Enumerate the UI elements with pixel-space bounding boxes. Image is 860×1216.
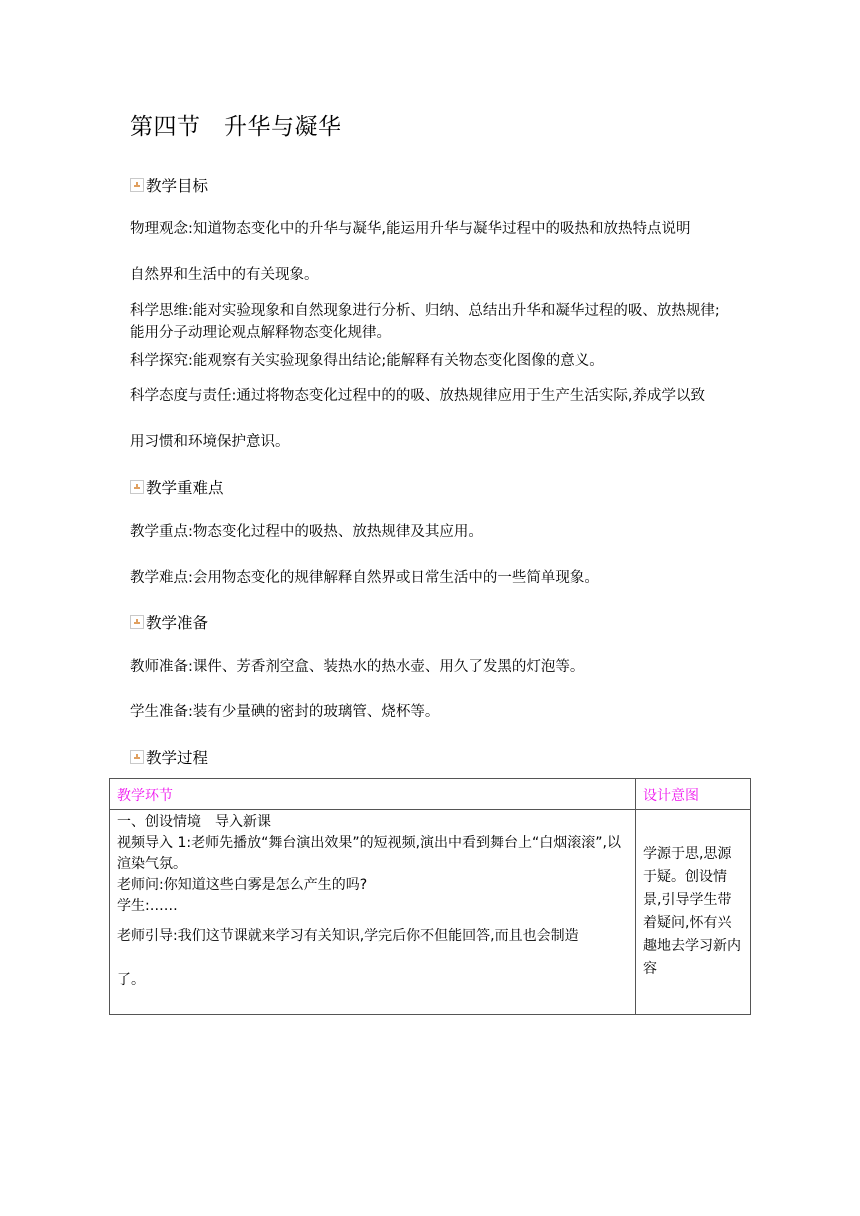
image-placeholder-icon	[130, 750, 144, 764]
step-question: 老师问:你知道这些白雾是怎么产生的吗?	[117, 877, 368, 893]
step-student: 学生:……	[117, 898, 178, 914]
section-label: 教学目标	[146, 177, 209, 195]
step-guide-line2: 了。	[117, 972, 145, 988]
step-heading: 一、创设情境 导入新课	[117, 814, 271, 830]
section-label: 教学重难点	[146, 479, 224, 497]
section-heading-process	[130, 746, 208, 768]
key-point: 教学重点:物态变化过程中的吸热、放热规律及其应用。	[130, 524, 483, 540]
header-step: 教学环节	[110, 779, 636, 810]
section-heading-goals	[130, 174, 208, 196]
goal-physics-line2: 自然界和生活中的有关现象。	[130, 267, 319, 283]
section-label: 教学准备	[146, 614, 209, 632]
page-title: 第四节 升华与凝华	[130, 114, 342, 140]
image-placeholder-icon	[130, 615, 144, 629]
goal-attitude-line1: 科学态度与责任:通过将物态变化过程中的的吸、放热规律应用于生产生活实际,养成学以致	[130, 388, 705, 404]
teacher-prep: 教师准备:课件、芳香剂空盒、装热水的热水壶、用久了发黑的灯泡等。	[130, 659, 585, 675]
goal-physics-line1: 物理观念:知道物态变化中的升华与凝华,能运用升华与凝华过程中的吸热和放热特点说明	[130, 221, 691, 237]
section-label: 教学过程	[146, 749, 209, 767]
section-heading-prep	[130, 611, 208, 633]
student-prep: 学生准备:装有少量碘的密封的玻璃管、烧杯等。	[130, 704, 440, 720]
goal-attitude-line2: 用习惯和环境保护意识。	[130, 434, 290, 450]
teaching-process-table	[109, 778, 751, 1015]
difficulty-point: 教学难点:会用物态变化的规律解释自然界或日常生活中的一些简单现象。	[130, 570, 599, 586]
header-intent: 设计意图	[636, 779, 751, 810]
goal-thinking: 科学思维:能对实验现象和自然现象进行分析、归纳、总结出升华和凝华过程的吸、放热规律;能用分子动理论观点解释物态变化规律。	[130, 303, 720, 341]
step-cell	[110, 810, 636, 1015]
section-heading-keypoints	[130, 476, 224, 498]
table-header-row	[110, 779, 751, 810]
step-guide-line1: 老师引导:我们这节课就来学习有关知识,学完后你不但能回答,而且也会制造	[117, 928, 579, 944]
table-row	[110, 810, 751, 1015]
step-video: 视频导入 1:老师先播放“舞台演出效果”的短视频,演出中看到舞台上“白烟滚滚”,以渲染气氛。	[117, 835, 621, 872]
goal-inquiry: 科学探究:能观察有关实验现象得出结论;能解释有关物态变化图像的意义。	[130, 353, 604, 369]
intent-cell: 学源于思,思源于疑。创设情景,引导学生带着疑问,怀有兴趣地去学习新内容	[636, 810, 751, 1015]
image-placeholder-icon	[130, 480, 144, 494]
image-placeholder-icon	[130, 178, 144, 192]
